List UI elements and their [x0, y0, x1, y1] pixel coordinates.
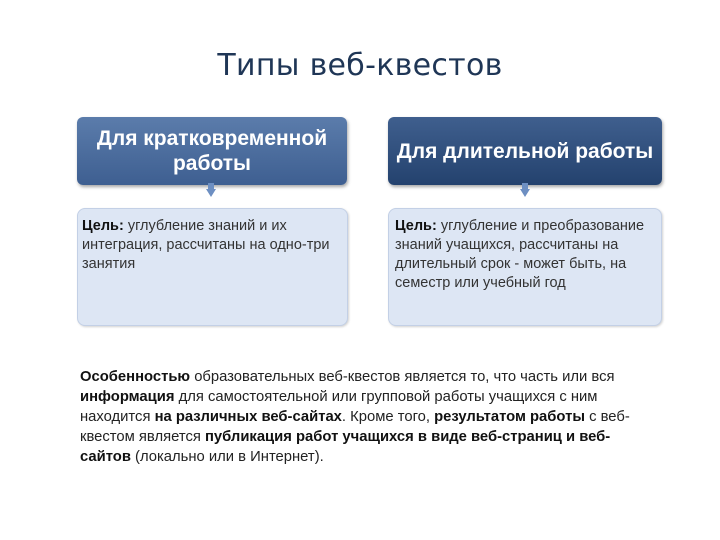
para-bold-websites: на различных веб-сайтах	[154, 409, 342, 425]
para-text: с веб-квестом является	[80, 409, 630, 445]
header-short-term	[77, 117, 347, 185]
header-short-term-label: Для кратковременной работы	[96, 127, 328, 175]
goal-text: углубление и преобразование знаний учащихся, рассчитаны на длительный срок - может быть, на семестр или учебный год	[395, 218, 645, 291]
goal-label: Цель:	[395, 218, 437, 234]
para-bold-publication: публикация работ учащихся в виде веб-страниц и веб-сайтов	[80, 429, 611, 465]
para-text: образовательных веб-квестов является то, что часть или вся	[190, 369, 615, 385]
para-text: . Кроме того,	[341, 409, 435, 425]
goal-box-long-term	[388, 208, 662, 326]
para-text: (локально или в Интернет).	[130, 449, 324, 465]
connector-arrow-left-icon	[206, 189, 216, 197]
para-bold-information: информация	[80, 389, 175, 405]
para-text: для самостоятельной или групповой работы учащихся с ним находится	[80, 389, 598, 425]
slide-title: Типы веб-квестов	[217, 48, 503, 83]
description-paragraph	[80, 367, 650, 467]
goal-box-short-term	[77, 208, 348, 326]
connector-arrow-right-icon	[520, 189, 530, 197]
goal-label: Цель:	[82, 218, 124, 234]
para-bold-result: результатом работы	[434, 409, 585, 425]
para-bold-feature: Особенностью	[80, 369, 191, 385]
header-long-term	[388, 117, 662, 185]
goal-text: углубление знаний и их интеграция, рассчитаны на одно-три занятия	[82, 218, 330, 272]
header-long-term-label: Для длительной работы	[396, 139, 654, 163]
